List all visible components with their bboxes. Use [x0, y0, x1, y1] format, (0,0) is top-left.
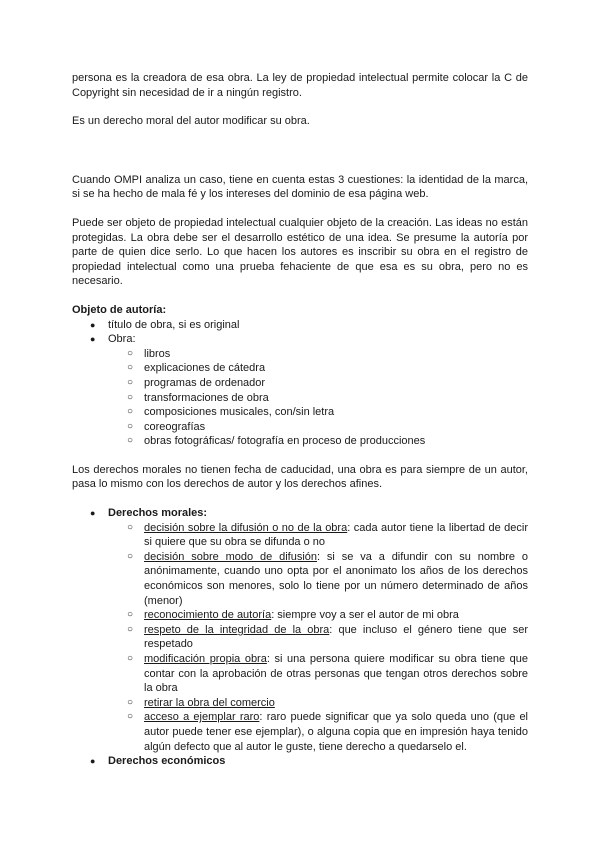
derechos-morales-sublist	[72, 521, 528, 755]
term: acceso a ejemplar raro	[144, 711, 260, 724]
list-item: ○ obras fotográficas/ fotografía en proceso de producciones	[127, 435, 426, 448]
list-item: ● Obra:	[90, 333, 136, 346]
bullet-icon: ●	[90, 334, 96, 345]
list-item: ○ reconocimiento de autoría: siempre voy a ser el autor de mi obra	[127, 609, 459, 622]
derechos-list	[72, 506, 528, 521]
term: modificación propia obra	[144, 653, 267, 665]
list-item: ○ libros	[127, 347, 171, 360]
circle-icon: ○	[127, 521, 134, 533]
list-item: ○ programas de ordenador	[127, 376, 266, 389]
term: retirar la obra del comercio	[144, 696, 275, 709]
term: respeto de la integridad de la obra	[144, 623, 330, 636]
list-item-derechos-economicos: ● Derechos económicos	[90, 755, 226, 768]
list-item: ○ composiciones musicales, con/sin letra	[127, 406, 335, 419]
objeto-list	[72, 318, 528, 347]
list-item: ○ acceso a ejemplar raro: raro puede significar que ya solo queda uno (que el autor puede tener ese ejemplar), o alguna copia que en impresión haya tenido algún defecto que al autor le guste, tiene derecho a quedarselo el.	[127, 711, 529, 753]
document-body	[72, 71, 528, 769]
bullet-icon: ●	[90, 756, 96, 767]
list-item	[72, 696, 528, 711]
list-item-derechos-morales: ● Derechos morales:	[90, 507, 208, 520]
list-item: ○ modificación propia obra: si una persona quiere modificar su obra tiene que contar con la aprobación de otras personas que tengan otros derechos sobre la obra	[127, 653, 528, 695]
term: decisión sobre modo de difusión	[144, 550, 318, 563]
circle-icon: ○	[127, 653, 134, 664]
bullet-icon: ●	[90, 319, 96, 330]
heading-objeto-autoria: Objeto de autoría:	[72, 303, 167, 316]
circle-icon: ○	[127, 696, 134, 708]
circle-icon: ○	[127, 391, 134, 403]
paragraph-ompi: Cuando OMPI analiza un caso, tiene en cuenta estas 3 cuestiones: la identidad de la marca, si se ha hecho de mala fé y los intereses del dominio de esa página web.	[72, 173, 528, 201]
term: reconocimiento de autoría	[144, 609, 272, 622]
circle-icon: ○	[127, 711, 134, 723]
derechos-list-2	[72, 754, 528, 769]
circle-icon: ○	[127, 376, 134, 388]
bullet-icon: ●	[90, 508, 96, 519]
list-item: ○ coreografías	[127, 420, 206, 433]
paragraph-moral-right: Es un derecho moral del autor modificar su obra.	[72, 115, 310, 128]
circle-icon: ○	[127, 420, 134, 432]
list-item: ○ explicaciones de cátedra	[127, 362, 266, 375]
list-item: ○ decisión sobre la difusión o no de la obra: cada autor tiene la libertad de decir si quiere que su obra se difunda o no	[127, 521, 528, 549]
paragraph-derechos-caducidad: Los derechos morales no tienen fecha de caducidad, una obra es para siempre de un autor, pasa lo mismo con los derechos de autor y los derechos afines.	[72, 463, 528, 491]
list-item: ○ decisión sobre modo de difusión: si se va a difundir con su nombre o anónimamente, cuando uno opta por el anonimato los años de los derechos económicos son menores, solo lo tiene por un número determinado de años (menor)	[127, 550, 528, 607]
list-item: ○ transformaciones de obra	[127, 391, 269, 404]
circle-icon: ○	[127, 623, 134, 635]
circle-icon: ○	[127, 435, 134, 447]
paragraph-copyright: persona es la creadora de esa obra. La ley de propiedad intelectual permite colocar la C de Copyright sin necesidad de ir a ningún registro.	[72, 72, 528, 99]
list-item: ● título de obra, si es original	[90, 318, 240, 331]
obra-sublist	[72, 347, 528, 449]
term: decisión sobre la difusión o no de la obra	[144, 521, 348, 534]
circle-icon: ○	[127, 550, 134, 562]
list-item: ○ respeto de la integridad de la obra: que incluso el género tiene que ser respetado	[127, 623, 529, 651]
paragraph-objeto-propiedad: Puede ser objeto de propiedad intelectual cualquier objeto de la creación. Las ideas no están protegidas. La obra debe ser el desarrollo estético de una idea. Se presume la autoría por parte de quien dice serlo. Lo que hacen los autores es inscribir su obra en el registro de propiedad intelectual como una prueba fehaciente de que esa es su obra, pero no es necesario.	[72, 216, 528, 288]
circle-icon: ○	[127, 347, 134, 359]
circle-icon: ○	[127, 406, 134, 418]
circle-icon: ○	[127, 362, 134, 374]
circle-icon: ○	[127, 609, 134, 621]
